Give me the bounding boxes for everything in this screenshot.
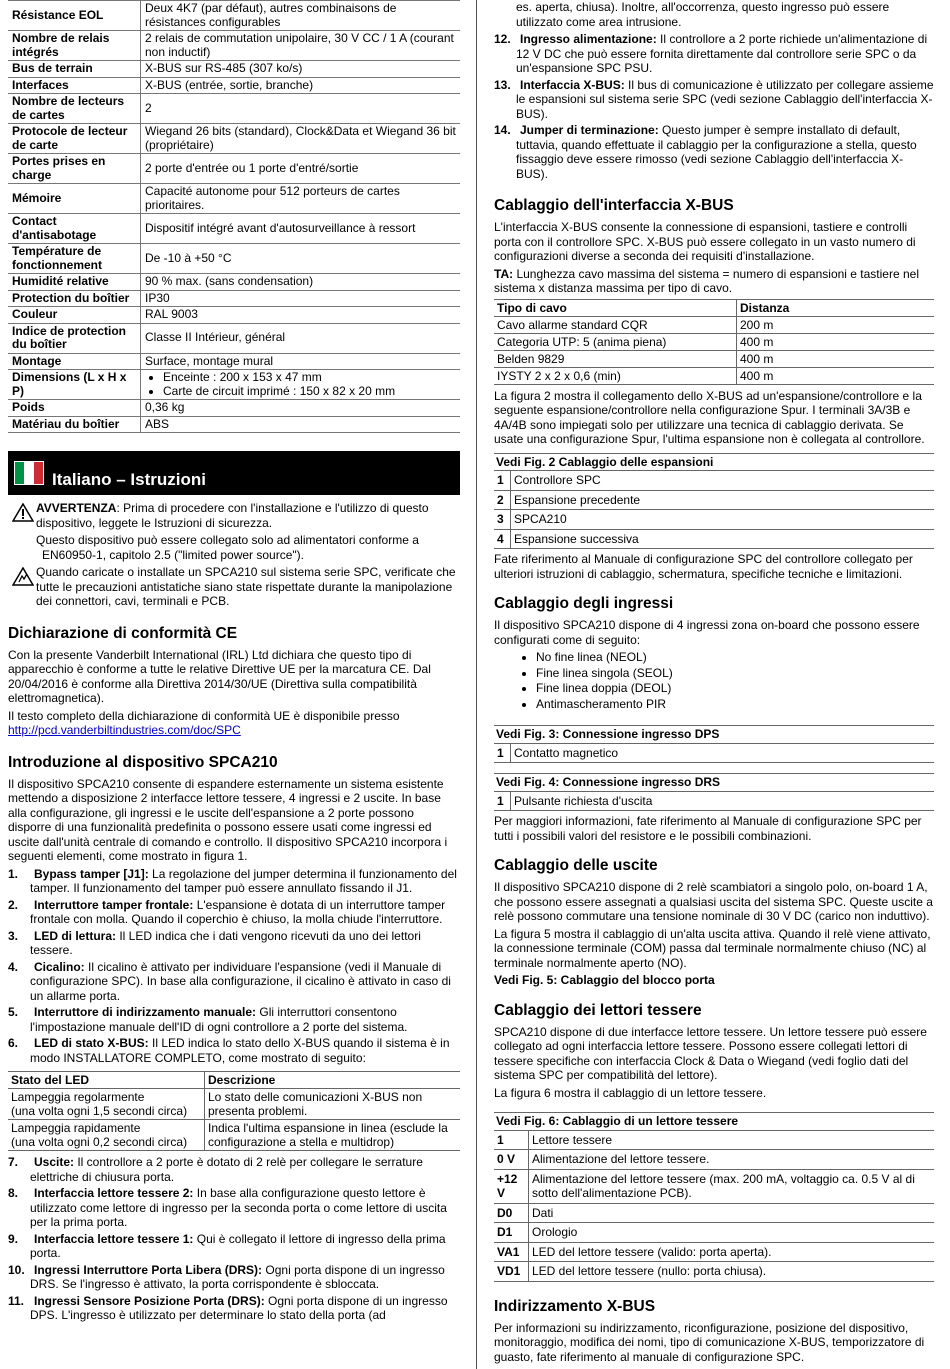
list-item	[8, 898, 460, 927]
spec-key: Portes prises en charge	[8, 154, 141, 184]
legend-value: LED del lettore tessere (nullo: porta chiusa).	[529, 1262, 935, 1282]
column-divider	[476, 0, 477, 1369]
distance-cell: 400 m	[737, 350, 935, 367]
list-item	[8, 1186, 460, 1230]
list-item	[8, 1036, 460, 1065]
legend-value: LED del lettore tessere (valido: porta aperta).	[529, 1242, 935, 1262]
item-title: Uscite:	[34, 1155, 75, 1169]
fig2-legend	[494, 453, 934, 550]
fig3-caption: Vedi Fig. 3: Connessione ingresso DPS	[494, 725, 934, 744]
desc-col-header: Descrizione	[205, 1072, 461, 1089]
item-number: 6.	[8, 1036, 19, 1050]
item-number: 14.	[494, 123, 511, 137]
legend-value: Pulsante richiesta d'uscita	[511, 792, 935, 811]
list-item: • Antimascheramento PIR	[536, 697, 934, 712]
list-item: • No fine linea (NEOL)	[536, 650, 934, 665]
item-number: 11.	[8, 1293, 25, 1308]
spec-row	[8, 370, 460, 400]
spec-value: RAL 9003	[141, 307, 461, 324]
item-title: Ingressi Interruttore Porta Libera (DRS):	[34, 1262, 263, 1277]
spec-row	[8, 124, 460, 154]
list-item	[8, 1263, 460, 1292]
spec-value: X-BUS sur RS-485 (307 ko/s)	[141, 61, 461, 78]
item-number: 1.	[8, 866, 19, 881]
spec-bullet: • Carte de circuit imprimé : 150 x 82 x 20 mm	[163, 385, 456, 399]
legend-value: SPCA210	[511, 510, 935, 530]
legend-row	[494, 1203, 934, 1223]
spec-key: Poids	[8, 400, 141, 417]
item-title: Ingressi Sensore Posizione Porta (DRS):	[34, 1293, 265, 1308]
spec-value: 2	[141, 94, 461, 124]
spec-row	[8, 353, 460, 370]
outputs-heading: Cablaggio delle uscite	[494, 857, 658, 874]
spec-key: Matériau du boîtier	[8, 416, 141, 433]
item-text: Gli interruttori consentono l'impostazione manuale dell'ID di ogni controllore a 2 porte del sistema.	[30, 1005, 408, 1034]
item-title: Interfaccia lettore tessere 1:	[34, 1231, 194, 1246]
spec-key: Dimensions (L x H x P)	[8, 370, 141, 400]
list-item	[494, 32, 934, 76]
spec-value: Capacité autonome pour 512 porteurs de cartes prioritaires.	[141, 184, 461, 214]
table-row	[8, 1120, 460, 1151]
list-item	[494, 123, 934, 181]
fig5-caption: Vedi Fig. 5: Cablaggio del blocco porta	[494, 973, 715, 987]
list-item	[8, 867, 460, 896]
spec-row	[8, 214, 460, 244]
component-list-end	[494, 32, 934, 181]
legend-row	[494, 510, 934, 530]
input-type-list	[494, 650, 934, 711]
readers-paragraph-2: La figura 6 mostra il cablaggio di un lettore tessere.	[494, 1085, 767, 1100]
led-status-table	[8, 1071, 460, 1151]
banner-title: Italiano – Istruzioni	[52, 469, 206, 489]
distance-col-header: Distanza	[737, 299, 935, 316]
list-item	[8, 929, 460, 958]
legend-key: VD1	[494, 1262, 529, 1282]
table-row	[494, 350, 934, 367]
legend-value: Espansione precedente	[511, 490, 935, 510]
fig2-caption: Vedi Fig. 2 Cablaggio delle espansioni	[494, 453, 934, 472]
addressing-heading: Indirizzamento X-BUS	[494, 1297, 656, 1315]
item-title: Interfaccia X-BUS:	[520, 77, 625, 92]
component-list-cont	[8, 1155, 460, 1323]
item-title: Cicalino:	[34, 959, 85, 974]
legend-key: 0 V	[494, 1150, 529, 1170]
spec-key: Résistance EOL	[8, 1, 141, 31]
legend-row	[494, 744, 934, 763]
legend-value: Alimentazione del lettore tessere.	[529, 1150, 935, 1170]
inputs-heading: Cablaggio degli ingressi	[494, 595, 674, 612]
fig6-caption: Vedi Fig. 6: Cablaggio di un lettore tessere	[494, 1112, 934, 1131]
item-text: Ogni porta dispone di un ingresso DPS. L'ingresso è utilizzato per determinare lo stato della porta (ad	[30, 1293, 448, 1322]
legend-value: Orologio	[529, 1223, 935, 1243]
spec-row	[8, 61, 460, 78]
spec-row	[8, 31, 460, 61]
continued-text: es. aperta, chiusa). Inoltre, all'occorrenza, questo ingresso può essere utilizzato come area intrusione.	[516, 0, 890, 29]
list-item	[8, 1005, 460, 1034]
list-item	[8, 960, 460, 1004]
spec-value: 2 relais de commutation unipolaire, 30 V CC / 1 A (courant non inductif)	[141, 31, 461, 61]
spec-value: Classe II Intérieur, général	[141, 323, 461, 353]
legend-key: 1	[494, 1131, 529, 1150]
intro-heading: Introduzione al dispositivo SPCA210	[8, 753, 278, 771]
spec-value	[141, 370, 461, 400]
ta-label: TA:	[494, 266, 514, 281]
outputs-paragraph-2: La figura 5 mostra il cablaggio di un'alta uscita attiva. Quando il relè viene attivato, la connessione terminale (COM) passa dal terminale normalmente chiuso (NC) al terminale normalmente aperto (NO).	[494, 926, 931, 970]
item-title: LED di stato X-BUS:	[34, 1036, 149, 1050]
legend-row	[494, 1150, 934, 1170]
spec-value: 90 % max. (sans condensation)	[141, 274, 461, 291]
spec-key: Protection du boîtier	[8, 290, 141, 307]
spec-key: Interfaces	[8, 77, 141, 94]
legend-row	[494, 792, 934, 811]
inputs-paragraph-2: Per maggiori informazioni, fate riferimento al Manuale di configurazione SPC per tutti i possibili valori del resistore e le possibili combinazioni.	[494, 814, 922, 843]
spec-key: Couleur	[8, 307, 141, 324]
legend-row	[494, 1262, 934, 1282]
led-state-cell: Lampeggia rapidamente (una volta ogni 0,2 secondi circa)	[8, 1120, 205, 1151]
led-desc-cell: Indica l'ultima espansione in linea (esclude la configurazione a stella e multidrop)	[205, 1120, 461, 1151]
xbus-paragraph: L'interfaccia X-BUS consente la connessione di espansioni, tastiere e controlli porta con il controllore SPC. X-BUS può essere collegato in un vasto numero di configurazioni diverse a seconda dei requisiti d'installazione.	[494, 220, 916, 263]
spec-row	[8, 94, 460, 124]
distance-cell: 400 m	[737, 333, 935, 350]
legend-value: Espansione successiva	[511, 529, 935, 549]
item-number: 3.	[8, 928, 19, 943]
legend-value: Contatto magnetico	[511, 744, 935, 763]
legend-key: 1	[494, 471, 511, 490]
legend-value: Controllore SPC	[511, 471, 935, 490]
legend-key: D1	[494, 1223, 529, 1243]
right-column	[494, 0, 934, 1367]
distance-cell: 200 m	[737, 316, 935, 333]
spec-key: Indice de protection du boîtier	[8, 323, 141, 353]
spec-row	[8, 400, 460, 417]
item-title: LED di lettura:	[34, 928, 117, 943]
cable-col-header: Tipo di cavo	[494, 299, 737, 316]
spec-key: Humidité relative	[8, 274, 141, 291]
item-text: Questo jumper è sempre installato di default, tuttavia, quando effettuate il cablaggio per la configurazione a stella, questo fissaggio deve essere rimosso (vedi sezione Cablaggio dell'interfaccia X-BUS).	[516, 123, 917, 181]
spec-key: Contact d'antisabotage	[8, 214, 141, 244]
spec-value: 2 porte d'entrée ou 1 porte d'entré/sortie	[141, 154, 461, 184]
item-text: Il cicalino è attivato per individuare l'espansione (vedi il Manuale di configurazione SPC). In base alla configurazione, il cicalino è attivato in caso di un allarme porta.	[30, 959, 451, 1003]
legend-key: +12 V	[494, 1169, 529, 1203]
addressing-paragraph: Per informazioni su indirizzamento, riconfigurazione, posizione del dispositivo, monitoraggio, modifica dei nomi, tipo di comunicazione X-BUS, temporizzatore di guasto, fate riferimento al manuale di configurazione SPC.	[494, 1320, 925, 1364]
item-text: Il controllore a 2 porte richiede un'alimentazione di 12 V DC che può essere fornita direttamente dal controllore serie SPC o da un'espansione SPC PSU.	[516, 32, 928, 75]
legend-key: 4	[494, 529, 511, 549]
list-item	[8, 1232, 460, 1261]
cable-type-cell: IYSTY 2 x 2 x 0,6 (min)	[494, 367, 737, 384]
spec-key: Protocole de lecteur de carte	[8, 124, 141, 154]
legend-key: D0	[494, 1203, 529, 1223]
item-number: 9.	[8, 1231, 19, 1246]
legend-row	[494, 1131, 934, 1150]
distance-cell: 400 m	[737, 367, 935, 384]
item-text: Il bus di comunicazione è utilizzato per collegare assieme le espansioni sul sistema serie SPC (vedi sezione Cablaggio dell'interfaccia X-BUS).	[516, 77, 934, 121]
italian-flag-icon	[14, 461, 44, 485]
legend-row	[494, 1223, 934, 1243]
fig4-legend	[494, 773, 934, 811]
table-row	[494, 333, 934, 350]
item-text: In base alla configurazione questo lettore è utilizzato come lettore di ingresso per la seconda porta o come lettore di uscita per la prima porta.	[30, 1186, 447, 1229]
spec-value: De -10 à +50 °C	[141, 244, 461, 274]
outputs-paragraph: Il dispositivo SPCA210 dispone di 2 relè scambiatori a singolo polo, on-board 1 A, che possono essere assegnati a qualsiasi uscita del sistema SPC. Queste uscite a relè possono commutare una tensione nominale di 30 V DC (carico non induttivo).	[494, 880, 933, 923]
item-number: 8.	[8, 1186, 19, 1200]
fig4-caption: Vedi Fig. 4: Connessione ingresso DRS	[494, 773, 934, 792]
list-item	[494, 78, 934, 122]
spec-value: IP30	[141, 290, 461, 307]
warning-icon	[12, 503, 34, 522]
xbus-paragraph-2: La figura 2 mostra il collegamento dello X-BUS ad un'espansione/controllore e la seguente espansione/controllore nella configurazione Spur. I terminali 3A/3B e 4A/4B sono impiegati solo per utilizzare una tecnica di cablaggio derivata. Se usate una configurazione Spur, l'ultima espansione non è collegata al controllore.	[494, 388, 925, 446]
legend-row	[494, 490, 934, 510]
spec-row	[8, 323, 460, 353]
item-text: Qui è collegato il lettore di ingresso della prima porta.	[30, 1231, 446, 1260]
cable-type-cell: Cavo allarme standard CQR	[494, 316, 737, 333]
list-item	[8, 1294, 460, 1323]
table-row	[494, 367, 934, 384]
spec-row	[8, 184, 460, 214]
spec-bullet: • Enceinte : 200 x 153 x 47 mm	[163, 371, 456, 385]
legend-key: 1	[494, 744, 511, 763]
spec-key: Nombre de lecteurs de cartes	[8, 94, 141, 124]
item-number: 13.	[494, 77, 511, 92]
item-text: Il controllore a 2 porte è dotato di 2 relè per collegare le serrature elettriche di chiusura porta.	[30, 1155, 423, 1184]
cable-type-cell: Categoria UTP: 5 (anima piena)	[494, 333, 737, 350]
spec-row	[8, 77, 460, 94]
item-number: 10.	[8, 1262, 25, 1277]
spec-value: Deux 4K7 (par défaut), autres combinaisons de résistances configurables	[141, 1, 461, 31]
spec-key: Bus de terrain	[8, 61, 141, 78]
warning-label: AVVERTENZA	[36, 501, 117, 515]
item-title: Interfaccia lettore tessere 2:	[34, 1186, 194, 1200]
legend-row	[494, 1169, 934, 1203]
table-row	[8, 1089, 460, 1120]
ta-text: Lunghezza cavo massima del sistema = numero di espansioni e tastiere nel sistema x distanza massima per tipo di cavo.	[494, 266, 919, 295]
legend-key: 1	[494, 792, 511, 811]
xbus-heading: Cablaggio dell'interfaccia X-BUS	[494, 197, 734, 214]
item-title: Bypass tamper [J1]:	[34, 866, 149, 881]
spec-key: Nombre de relais intégrés	[8, 31, 141, 61]
item-title: Ingresso alimentazione:	[520, 32, 657, 46]
legend-key: 3	[494, 510, 511, 530]
spec-row	[8, 274, 460, 291]
spec-value: Surface, montage mural	[141, 353, 461, 370]
item-text: Il LED indica lo stato dello X-BUS quando il sistema è in modo INSTALLATORE COMPLETO, come mostrato di seguito:	[30, 1036, 450, 1065]
spec-row	[8, 154, 460, 184]
spec-bullets	[145, 371, 456, 398]
cable-table	[494, 299, 934, 385]
readers-paragraph: SPCA210 dispone di due interfacce lettore tessere. Un lettore tessere può essere collegato ad ogni interfaccia lettore tessere. Possono essere collegati lettori di tessere specifiche con interfaccia Clock & Data o Wiegand (vedi foglio dati del sistema SPC per compatibilità del lettore).	[494, 1024, 927, 1082]
item-number: 2.	[8, 897, 19, 912]
legend-row	[494, 529, 934, 549]
ce-paragraph-2: Il testo completo della dichiarazione di conformità UE è disponibile presso	[8, 708, 400, 723]
table-row	[494, 316, 934, 333]
left-column	[8, 0, 460, 1325]
xbus-paragraph-3: Fate riferimento al Manuale di configurazione SPC del controllore collegato per ulteriori istruzioni di cablaggio, schermatura, specifiche tecniche e limitazioni.	[494, 552, 913, 581]
spec-value: Dispositif intégré avant d'autosurveillance à ressort	[141, 214, 461, 244]
led-desc-cell: Lo stato delle comunicazioni X-BUS non presenta problemi.	[205, 1089, 461, 1120]
warning-text: : Prima di procedere con l'installazione e l'utilizzo di questo dispositivo, leggete le Istruzioni di sicurezza.	[36, 501, 429, 530]
spec-table	[8, 0, 460, 433]
readers-heading: Cablaggio dei lettori tessere	[494, 1001, 702, 1019]
legend-row	[494, 471, 934, 490]
spec-value: ABS	[141, 416, 461, 433]
warning-safety	[8, 501, 460, 530]
spec-key: Montage	[8, 353, 141, 370]
legend-value: Lettore tessere	[529, 1131, 935, 1150]
list-item: • Fine linea doppia (DEOL)	[536, 681, 934, 696]
cable-type-cell: Belden 9829	[494, 350, 737, 367]
inputs-paragraph: Il dispositivo SPCA210 dispone di 4 ingressi zona on-board che possono essere configurati come di seguito:	[494, 618, 920, 647]
intro-paragraph: Il dispositivo SPCA210 consente di espandere esternamente un sistema esistente mettendo a disposizione 2 interfacce lettore tessere, 4 ingressi e 2 uscite. In base alla configurazione, gli ingressi e le uscite dell'espansione a 2 porte possono disporre di una funzionalità predefinita o possono essere usati come ingressi ed uscite dall'unità centrale di comando e controllo. Il dispositivo SPCA210 incorpora i seguenti elementi, come mostrato in figura 1.	[8, 776, 448, 863]
item-number: 7.	[8, 1155, 19, 1169]
spec-key: Mémoire	[8, 184, 141, 214]
ce-link[interactable]: http://pcd.vanderbiltindustries.com/doc/SPC	[8, 723, 241, 737]
ce-heading: Dichiarazione di conformità CE	[8, 624, 238, 642]
spec-row	[8, 416, 460, 433]
item-title: Interruttore tamper frontale:	[34, 897, 194, 912]
item-number: 4.	[8, 959, 19, 974]
spec-row	[8, 1, 460, 31]
spec-value: 0,36 kg	[141, 400, 461, 417]
esd-warning-icon	[12, 567, 34, 586]
legend-key: 2	[494, 490, 511, 510]
language-banner	[8, 451, 460, 495]
item-number: 5.	[8, 1005, 19, 1019]
item-text: La regolazione del jumper determina il funzionamento del tamper. Il funzionamento del tamper può essere annullato fissando il J1.	[30, 866, 457, 895]
ce-paragraph: Con la presente Vanderbilt International (IRL) Ltd dichiara che questo tipo di apparecchio è conforme a tutte le relative Direttive UE per la marcatura CE. Dal 20/04/2016 è conforme alla Direttiva 2014/30/UE (Direttiva sulla compatibilità elettromagnetica).	[8, 647, 431, 705]
item-text: L'espansione è dotata di un interruttore tamper frontale con molla. Quando il coperchio è chiuso, la molla chiude l'interruttore.	[30, 897, 446, 926]
component-list	[8, 867, 460, 1066]
spec-row	[8, 307, 460, 324]
spec-value: X-BUS (entrée, sortie, branche)	[141, 77, 461, 94]
item-title: Jumper di terminazione:	[520, 123, 659, 137]
spec-value: Wiegand 26 bits (standard), Clock&Data et Wiegand 36 bit (propriétaire)	[141, 124, 461, 154]
item-number: 12.	[494, 32, 511, 46]
spec-key: Température de fonctionnement	[8, 244, 141, 274]
item-title: Interruttore di indirizzamento manuale:	[34, 1005, 257, 1019]
spec-row	[8, 290, 460, 307]
warning-esd	[8, 565, 460, 609]
warning-power-text: Questo dispositivo può essere collegato solo ad alimentatori conforme a EN60950-1, capitolo 2.5 ("limited power source").	[36, 533, 419, 562]
fig6-legend	[494, 1112, 934, 1282]
legend-value: Alimentazione del lettore tessere (max. 200 mA, voltaggio ca. 0.5 V al di sotto dell'alimentazione PCB).	[529, 1169, 935, 1203]
led-col-header: Stato del LED	[8, 1072, 205, 1089]
spec-row	[8, 244, 460, 274]
legend-row	[494, 1242, 934, 1262]
led-state-cell: Lampeggia regolarmente (una volta ogni 1,5 secondi circa)	[8, 1089, 205, 1120]
list-item	[8, 1155, 460, 1184]
fig3-legend	[494, 725, 934, 763]
legend-value: Dati	[529, 1203, 935, 1223]
item-text: Il LED indica che i dati vengono ricevuti da uno dei lettori tessere.	[30, 928, 421, 957]
item-text: Ogni porta dispone di un ingresso DRS. Se l'ingresso è attivato, la porta corrispondente è sbloccata.	[30, 1262, 445, 1291]
esd-warning-text: Quando caricate o installate un SPCA210 sul sistema serie SPC, verificate che tutte le precauzioni antistatiche siano state rispettate durante la manipolazione dei connettori, cavi, terminali e PCB.	[36, 565, 456, 608]
legend-key: VA1	[494, 1242, 529, 1262]
list-item: • Fine linea singola (SEOL)	[536, 666, 934, 681]
